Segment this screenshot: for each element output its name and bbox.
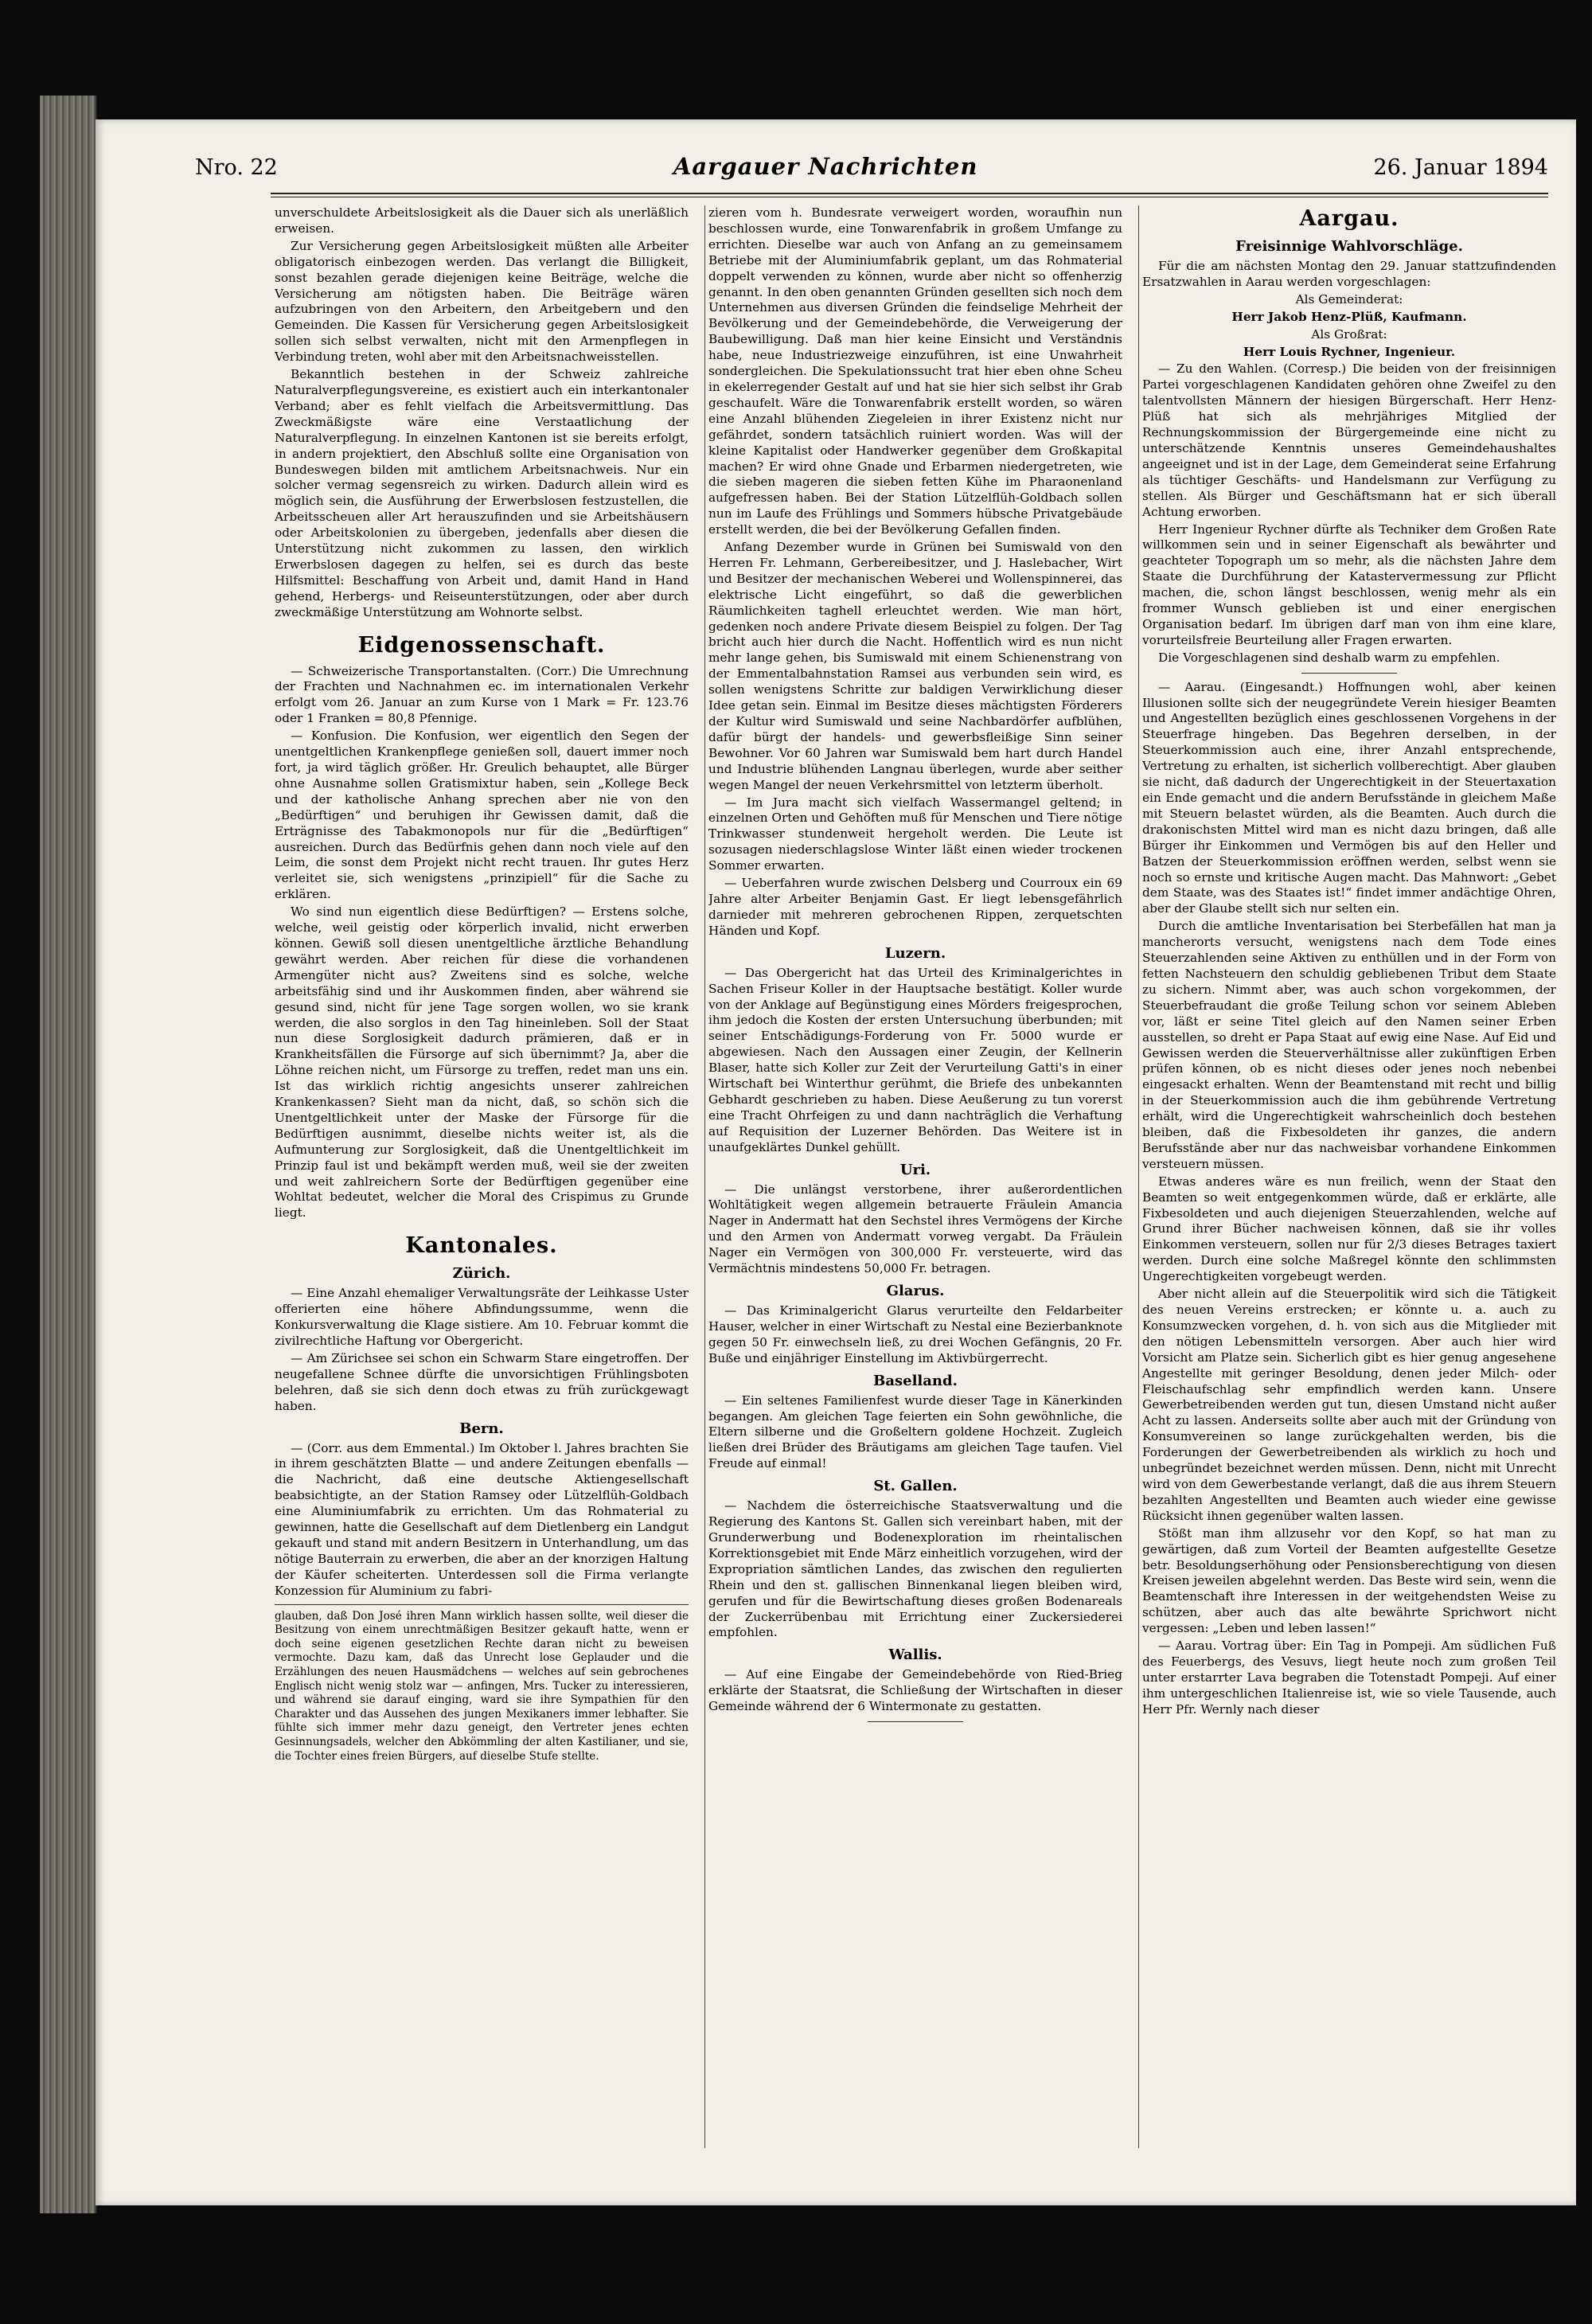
article-columns: [275, 205, 1560, 2196]
paragraph: Zur Versicherung gegen Arbeitslosigkeit müßten alle Arbeiter obligatorisch einbezogen werden. Das verlangt die Billigkeit, sonst bezahlen gerade diejenigen keine Beiträge, welche die Versicherung am nötigsten haben. Die Beiträge wären aufzubringen von den Arbeitern, den Arbeitgebern und den Gemeinden. Die Kassen für Versicherung gegen Arbeitslosigkeit sollen sich selbst verwalten, nicht mit den Armenpflegen in Verbindung treten, wohl aber mit den Arbeitsnachweisstellen.: [275, 238, 689, 365]
subheading-luzern: Luzern.: [884, 944, 946, 962]
end-separator: [868, 1721, 963, 1722]
column-1: [275, 205, 689, 2196]
issue-date: 26. Januar 1894: [1373, 155, 1548, 180]
paragraph: Bekanntlich bestehen in der Schweiz zahlreiche Naturalverpflegungsvereine, es existiert auch ein interkantonaler Verband; aber es fehlt vielfach die Arbeitsvermittlung. Das Zweckmäßigste wäre eine Verstaatlichung der Naturalverpflegung. In einzelnen Kantonen ist sie bereits erfolgt, in andern projektiert, den Abschluß sollte eine Organisation von Bundeswegen bilden mit amtlichem Arbeitsnachweis. Nur ein solcher vermag segensreich zu wirken. Dadurch allein wird es möglich sein, die Ausführung der Erwerbslosen festzustellen, die Arbeitsscheuen aller Art herauszufinden und sie Arbeitshäusern oder Arbeitskolonien zu übergeben, jedenfalls aber diesen die Unterstützung nicht zukommen zu lassen, den wirklich Erwerbslosen dagegen zu helfen, sei es durch das beste Hilfsmittel: Beschaffung von Arbeit und, damit Hand in Hand gehend, Herbergs- und Reiseunterstützungen, oder aber durch zweckmäßige Unterstützung am Wohnorte selbst.: [275, 367, 689, 619]
paragraph: zieren vom h. Bundesrate verweigert worden, woraufhin nun beschlossen wurde, eine Tonwarenfabrik in großem Umfange zu errichten. Dieselbe war auch von Anfang an zu gemeinsamem Betriebe mit der Aluminiumfabrik geplant, um das Rohmaterial doppelt verwenden zu können, wurde aber nicht so offenherzig genannt. In den oben genannten Gründen gesellten sich noch dem Unternehmen aus diversen Gründen die feindselige Mehrheit der Bevölkerung und der Gemeindebehörde, die Verweigerung der Baubewilligung. Daß man hier keine Einsicht und Verständnis habe, neue Industriezweige einzuführen, ist eine Unwahrheit sondergleichen. Die Spekulationssucht trat hier eben ohne Scheu in ekelerregender Gestalt auf und hat sie hier sich selbst ihr Grab geschaufelt. Wäre die Tonwarenfabrik erstellt worden, so wären eine Anzahl blühenden Ziegeleien in ihrer Existenz nicht nur gefährdet, sondern tatsächlich ruiniert worden. Was will der kleine Kapitalist oder Handwerker gegenüber dem Großkapital machen? Er wird ohne Gnade und Erbarmen niedergetreten, wie die sieben mageren die sieben fetten Kühe im Pharaonenland aufgefressen haben. Bei der Station Lützelflüh-Goldbach sollen nun im Laufe des Frühlings und Sommers hübsche Privatgebäude erstellt werden, die bei der Bevölkerung Gefallen finden.: [708, 205, 1122, 537]
candidate-office: Als Gemeinderat:: [1295, 291, 1403, 307]
paragraph: Anfang Dezember wurde in Grünen bei Sumiswald von den Herren Fr. Lehmann, Gerbereibesitzer, und J. Haslebacher, Wirt und Besitzer der mechanischen Weberei und Wollenspinnerei, das elektrische Licht eingeführt, so daß die gewerblichen Räumlichkeiten taghell erleuchtet werden. Wie man hört, gedenken noch andere Private diesem Beispiel zu folgen. Der Tag bricht auch hier durch die Nacht. Hoffentlich wird es nun nicht mehr lange gehen, bis Sumiswald mit einem Schienenstrang von der Emmentalbahnstation Ramsei aus verbunden sein wird, es sollen wenigstens Schritte zur baldigen Verwirklichung dieser Idee getan sein. Einmal im Besitze dieses mächtigsten Förderers der Kultur wird Sumiswald und seine Nachbardörfer aufblühen, dafür bürgt der handels- und gewerbsfleißige Sinn seiner Bewohner. Vor 60 Jahren war Sumiswald bem hart durch Handel und Industrie blühenden Langnau überlegen, wurde aber seither wegen Mangel der neuen Verkehrsmittel von letzterm überholt.: [708, 540, 1122, 792]
paragraph: unverschuldete Arbeitslosigkeit als die Dauer sich als unerläßlich erweisen.: [275, 205, 689, 236]
paragraph: — Im Jura macht sich vielfach Wassermangel geltend; in einzelnen Orten und Gehöften muß für Menschen und Tiere nötige Trinkwasser stundenweit hergeholt werden. Die Leute ist sozusagen niederschlagslose Winter läßt einen wieder trockenen Sommer erwarten.: [708, 795, 1122, 873]
subheading-wahlvorschlaege: Freisinnige Wahlvorschläge.: [1235, 238, 1463, 255]
subheading-uri: Uri.: [899, 1161, 931, 1178]
subheading-baselland: Baselland.: [873, 1372, 958, 1389]
column-3: [1142, 205, 1556, 2196]
paragraph: — Die unlängst verstorbene, ihrer außerordentlichen Wohltätigkeit wegen allgemein betrauerte Fräulein Amancia Nager in Andermatt hat den Sechstel ihres Vermögens der Kirche und den Armen von Andermatt vorweg vergabt. Da Fräulein Nager ein Vermögen von 300,000 Fr. versteuerte, wird das Vermächtnis mindestens 50,000 Fr. betragen.: [708, 1182, 1122, 1276]
feuilleton-divider: [275, 1604, 689, 1605]
candidate-name: Herr Louis Rychner, Ingenieur.: [1243, 344, 1456, 359]
separator: [1301, 673, 1397, 674]
paragraph: — (Corr. aus dem Emmental.) Im Oktober l. Jahres brachten Sie in ihrem geschätzten Blatte — und andere Zeitungen ebenfalls — die Nachricht, daß eine deutsche Aktiengesellschaft beabsichtigte, an der Station Ramsey oder Lützelflüh-Goldbach eine Aluminiumfabrik zu errichten. Um das Rohmaterial zu gewinnen, hatte die Gesellschaft auf dem Dietlenberg ein Landgut gekauft und stand mit andern Besitzern in Unterhandlung, um das nötige Bauterrain zu erwerben, die aber an der knorzigen Haltung der Käufer scheiterten. Unterdessen soll die Firma verlangte Konzession für Aluminium zu fabri-: [275, 1440, 689, 1598]
paragraph: — Das Kriminalgericht Glarus verurteilte den Feldarbeiter Hauser, welcher in einer Wirtschaft zu Nestal eine Bezierbanknote gegen 50 Fr. einwechseln ließ, zu drei Wochen Gefängnis, 20 Fr. Buße und einjähriger Einstellung im Aktivbürgerrecht.: [708, 1303, 1122, 1365]
paragraph: Wo sind nun eigentlich diese Bedürftigen? — Erstens solche, welche, weil geistig oder körperlich invalid, nicht erwerben können. Gewiß soll diesen unentgeltliche ärztliche Behandlung gewährt werden. Aber reichen für diese die vorhandenen Armengüter nicht aus? Zweitens sind es solche, welche arbeitsfähig sind und ihr Auskommen finden, aber während sie gesund sind, nicht für jene Tage sorgen wollen, wo sie krank werden, die also sorglos in den Tag hineinleben. Soll der Staat nun diese Sorglosigkeit dadurch prämieren, daß er in Krankheitsfällen die Fürsorge auf sich übernimmt? Ja, aber die Löhne reichen nicht, um Fürsorge zu treffen, redet man uns ein. Ist das wirklich richtig angesichts unserer zahlreichen Krankenkassen? Sieht man da nicht, daß, so schön sich die Unentgeltlichkeit unter der Maske der Fürsorge für die Bedürftigen ausnimmt, dieselbe nichts weiter ist, als die Aufmunterung zur Sorglosigkeit, daß die Unentgeltlichkeit im Prinzip faul ist und bekämpft werden muß, weil sie der zweiten und weit zahlreichern Sorte der Bedürftigen gegenüber eine Wohltat bedeutet, welcher die Moral des Crispimus zu Grunde liegt.: [275, 904, 689, 1221]
subheading-glarus: Glarus.: [886, 1283, 945, 1299]
paragraph: — Zu den Wahlen. (Corresp.) Die beiden von der freisinnigen Partei vorgeschlagenen Kandidaten gehören ohne Zweifel zu den talentvollsten Männern der hiesigen Bürgerschaft. Herr Henz-Plüß hat sich als mehrjähriges Mitglied der Rechnungskommission der Bürgergemeinde eine nicht zu unterschätzende Kenntnis unseres Gemeindehaushaltes angeeignet und ist in der Lage, dem Gemeinderat seine Erfahrung als tüchtiger Geschäfts- und Handelsmann zur Verfügung zu stellen. Als Bürger und Geschäftsmann hat er sich überall Achtung erworben.: [1142, 361, 1556, 519]
paragraph: — Aarau. (Eingesandt.) Hoffnungen wohl, aber keinen Illusionen sollte sich der neugegründete Verein hiesiger Beamten und Angestellten bezüglich eines geschlossenen Vorgehens in der Steuerfrage hingeben. Das Begehren derselben, in der Steuerkommission auch eine, ihrer Anzahl entsprechende, Vertretung zu erhalten, ist sicherlich vollberechtigt. Aber glauben sie nicht, daß dadurch der Ungerechtigkeit in der Steuertaxation ein Ende gemacht und die andern Berufsstände in gleichem Maße mit Steuern belastet würden, als die Beamten. Auch durch die drakonischsten Mittel wird man es nicht dazu bringen, daß alle Bürger ihr Einkommen und Vermögen bis auf den Heller und Batzen der Steuerkommission eröffnen werden, selbst wenn sie noch so ernste und kritische Augen macht. Das Mahnwort: „Gebet dem Staate, was des Staates ist!“ findet immer andächtige Ohren, aber der Glaube stellt sich nur selten ein.: [1142, 679, 1556, 916]
column-2: [708, 205, 1122, 2196]
candidate-office: Als Großrat:: [1311, 326, 1387, 342]
feuilleton-text: glauben, daß Don José ihren Mann wirklich hassen sollte, weil dieser die Besitzung von einem unrechtmäßigen Besitzer gekauft hatte, wenn er doch seine eigenen gesetzlichen Rechte daran nicht zu beweisen vermochte. Dazu kam, daß das Unrecht lose Geplauder und die Erzählungen des neuen Hausmädchens — welches auf sein gebrochenes Englisch nicht wenig stolz war — anfingen, Mrs. Tucker zu interessieren, und während sie darauf einging, ward sie ihre Sympathien für den Charakter und das Aussehen des jungen Mexikaners immer lebhafter. Sie fühlte sich immer mehr dazu geneigt, den Vertreter jenes echten Gesinnungsadels, welcher den Abkömmling der alten Kastilianer, und sie, die Tochter eines freien Bürgers, auf dieselbe Stufe stellte.: [275, 1609, 689, 1763]
paragraph: Stößt man ihm allzusehr vor den Kopf, so hat man zu gewärtigen, daß zum Vorteil der Beamten aufgestellte Gesetze betr. Besoldungserhöhung oder Pensionsberechtigung von diesen Kreisen jeweilen abgelehnt werden. Das Beste wird sein, wenn die Beamtenschaft ihre Interessen in der weitgehendsten Weise zu schützen, aber auch das alte bewährte Sprichwort nicht vergessen: „Leben und leben lassen!“: [1142, 1525, 1556, 1636]
paragraph: — Eine Anzahl ehemaliger Verwaltungsräte der Leihkasse Uster offerierten eine höhere Abfindungssumme, wenn die Konkursverwaltung die Klage sistiere. Am 10. Februar kommt die zivilrechtliche Haftung vor Obergericht.: [275, 1286, 689, 1348]
paragraph: Für die am nächsten Montag den 29. Januar stattzufindenden Ersatzwahlen in Aarau werden vorgeschlagen:: [1142, 259, 1556, 289]
paragraph: Aber nicht allein auf die Steuerpolitik wird sich die Tätigkeit des neuen Vereins erstrecken; er könnte u. a. auch zu Konsumzwecken vorgehen, d. h. von sich aus die Mitglieder mit den nötigen Lebensmitteln versorgen. Aber auch hier wird Vorsicht am Platze sein. Sicherlich gibt es hier genug angesehene Angestellte mit geringer Besoldung, denen jeder Milch- oder Fleischaufschlag sehr empfindlich werden kann. Unsere Gewerbetreibenden werden gut tun, diesen Umstand nicht außer Acht zu lassen. Anderseits sollte aber auch mit der Gründung von Konsumvereinen so lange zurückgehalten werden, bis die Forderungen der Gewerbetreibenden als wirklich zu hoch und unbegründet bezeichnet werden müssen. Denn, nicht mit Unrecht wird von dem Gewerbestande verlangt, daß die aus ihrem Steuern bezahlten Angestellten und Beamten auch wieder eine gewisse Rücksicht ihnen gegenüber walten lassen.: [1142, 1287, 1556, 1523]
paragraph: Die Vorgeschlagenen sind deshalb warm zu empfehlen.: [1158, 650, 1500, 665]
paragraph: — Am Zürichsee sei schon ein Schwarm Stare eingetroffen. Der neugefallene Schnee dürfte die unvorsichtigen Frühlingsboten belehren, daß sie sich denn doch etwas zu früh zurückgewagt haben.: [275, 1350, 689, 1413]
subheading-bern: Bern.: [459, 1420, 504, 1437]
paragraph: — Das Obergericht hat das Urteil des Kriminalgerichtes in Sachen Friseur Koller in der Hauptsache bestätigt. Koller wurde von der Anklage auf Begünstigung eines Mörders freigesprochen, ihm jedoch die Kosten der ersten Untersuchung überbunden; mit seiner Entschädigungs-Forderung von Fr. 5000 wurde er abgewiesen. Nach den Aussagen einer Zeugin, der Kellnerin Blaser, hatte sich Koller zur Zeit der Verurteilung Gatti's in einer Wirtschaft bei Winterthur gerühmt, die Briefe des unbekannten Gebhardt geschrieben zu haben. Diese Aeußerung zu tun vorerst eine Tracht Ohrfeigen zu und dann nachträglich die Verhaftung auf Requisition der Luzerner Behörden. Das Weitere ist in unaufgeklärtes Dunkel gehüllt.: [708, 965, 1122, 1154]
paragraph: Herr Ingenieur Rychner dürfte als Techniker dem Großen Rate willkommen sein und in seiner Eigenschaft als bewährter und geachteter Topograph um so mehr, als die nächsten Jahre dem Staate die Durchführung der Katastervermessung zur Pflicht machen, die, schon längst beschlossen, wenig mehr als ein frommer Wunsch geblieben ist und einer energischen Organisation bedarf. Im übrigen darf man von ihm eine klare, vorurteilsfreie Beurteilung aller Fragen erwarten.: [1142, 521, 1556, 647]
paragraph: — Konfusion. Die Konfusion, wer eigentlich den Segen der unentgeltlichen Krankenpflege genießen soll, dauert immer noch fort, ja wird täglich größer. Hr. Greulich behauptet, alle Bürger ohne Ausnahme sollen Gratismixtur haben, sein „Kollege Beck und der katholische Anhang sprechen aber nie von den „Bedürftigen“ und beruhigen ihr Gewissen damit, daß die Erträgnisse des Tabakmonopols nur für die „Bedürftigen“ ausreichen. Durch das Bedürfnis gehen dann noch viele auf den Leim, die sonst dem Projekt nicht recht trauen. Ihr gutes Herz verleitet sie, sich wenigstens „prinzipiell“ für die Sache zu erklären.: [275, 728, 689, 902]
paragraph: — Auf eine Eingabe der Gemeindebehörde von Ried-Brieg erklärte der Staatsrat, die Schließung der Wirtschaften in dieser Gemeinde während der 6 Wintermonate zu gestatten.: [708, 1667, 1122, 1714]
paragraph: Etwas anderes wäre es nun freilich, wenn der Staat den Beamten so weit entgegenkommen würde, daß er erklärte, alle Fixbesoldeten und auch diejenigen Steuerzahlenden, welche auf Grund ihrer Bücher nachweisen können, daß sie ihr volles Einkommen versteuern, sollen nur für 2/3 dieses Betrages taxiert werden. Durch eine solche Maßregel könnte den schlimmsten Ungerechtigkeiten vorgebeugt werden.: [1142, 1174, 1556, 1284]
paragraph: — Nachdem die österreichische Staatsverwaltung und die Regierung des Kantons St. Gallen sich vereinbart haben, mit der Grunderwerbung und Bodenexploration im rheintalischen Korrektionsgebiet mit Ende März einheitlich vorzugehen, wird der Expropriation sämtlichen Landes, das zwischen den regulierten Rhein und den st. gallischen Binnenkanal liegen bleiben wird, gerufen und für die Bewirtschaftung dieses großen Bodenareals der Zuckerrübenbau mit Errichtung einer Zuckersiederei empfohlen.: [708, 1498, 1122, 1640]
paragraph: — Ueberfahren wurde zwischen Delsberg und Courroux ein 69 Jahre alter Arbeiter Benjamin Gast. Er liegt lebensgefährlich darnieder mit mehreren gebrochenen Rippen, zerquetschten Händen und Kopf.: [708, 876, 1122, 938]
section-heading-eidgenossenschaft: Eidgenossenschaft.: [357, 632, 606, 658]
section-heading-kantonales: Kantonales.: [405, 1233, 558, 1259]
subheading-zuerich: Zürich.: [452, 1265, 511, 1283]
paragraph: Durch die amtliche Inventarisation bei Sterbefällen hat man ja mancherorts versucht, wenigstens nach dem Tode eines Steuerzahlenden seine Aktiven zu enthüllen und in der Form von fetten Nachsteuern den schuldig gebliebenen Tribut dem Staate zu sichern. Nimmt aber, was auch schon vorgekommen, der Steuerbefraudant die große Teilung schon vor seinem Ableben vor, läßt er seine Titel gleich auf den Namen seiner Erben ausstellen, so dreht er Papa Staat auf ewig eine Nase. Auf Eid und Gewissen werden die Steuerverhältnisse aller zukünftigen Erben prüfen können, ob es nicht dieses oder jenes noch nebenbei eingesackt erhalten. Wenn der Beamtenstand mit recht und billig in der Steuerkommission auch die ihm gebührende Vertretung erhält, wird die Ungerechtigkeit wahrscheinlich doch bestehen bleiben, daß die Fixbesoldeten ihr ganzes, die andern Berufsstände aber nur das nachweisbar vorhandene Einkommen versteuern müssen.: [1142, 919, 1556, 1171]
issue-number: Nro. 22: [195, 155, 278, 180]
section-heading-aargau: Aargau.: [1299, 206, 1399, 231]
masthead: [195, 153, 1548, 191]
paragraph: — Aarau. Vortrag über: Ein Tag in Pompeji. Am südlichen Fuß des Feuerbergs, des Vesuvs, liegt heute noch zum großen Teil unter erstarrter Lava begraben die Totenstadt Pompeji. Auf einer ihm untergeschlichen Italienreise ist, wie so viele Tausende, auch Herr Pfr. Wernly nach dieser: [1142, 1639, 1556, 1717]
subheading-st-gallen: St. Gallen.: [873, 1478, 958, 1495]
publication-title: Aargauer Nachrichten: [673, 153, 978, 180]
subheading-wallis: Wallis.: [888, 1646, 942, 1664]
page-stack-edges: [40, 96, 97, 2213]
paragraph: — Ein seltenes Familienfest wurde dieser Tage in Känerkinden begangen. Am gleichen Tage feierten ein Sohn gewöhnliche, die Eltern silberne und die Großeltern goldene Hochzeit. Zugleich ließen drei Brüder des Bräutigams am gleichen Tage taufen. Viel Freude auf einmal!: [708, 1392, 1122, 1471]
candidate-name: Herr Jakob Henz-Plüß, Kaufmann.: [1231, 309, 1467, 324]
header-rule: [271, 193, 1548, 194]
paragraph: — Schweizerische Transportanstalten. (Corr.) Die Umrechnung der Frachten und Nachnahmen ec. im internationalen Verkehr erfolgt vom 26. Januar an zum Kurse von 1 Mark = Fr. 123.76 oder 1 Franken = 80,8 Pfennige.: [275, 663, 689, 726]
